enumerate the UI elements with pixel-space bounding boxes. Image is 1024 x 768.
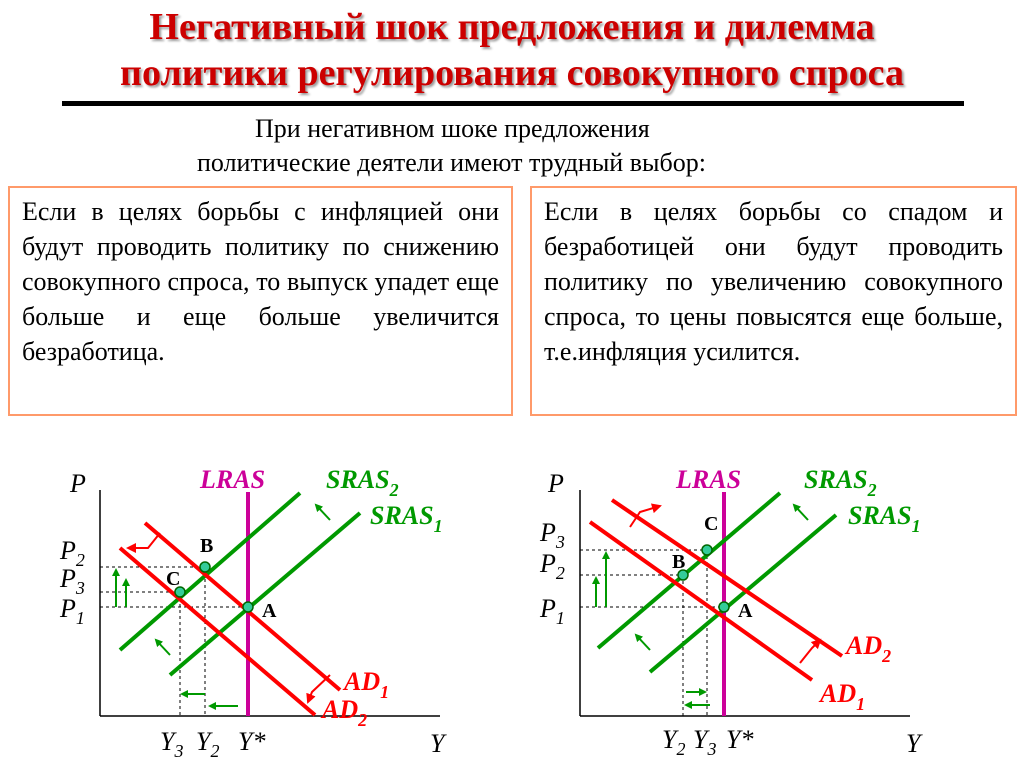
left-y-axis-label: P: [70, 469, 86, 498]
left-point-b: [200, 562, 210, 572]
right-x-axis-label: Y: [906, 729, 921, 758]
left-p2-label: $P_2$: [60, 536, 85, 570]
left-ad2-label: $AD_2$: [322, 695, 368, 730]
right-ad2-line: [612, 500, 842, 656]
right-graph: [539, 465, 923, 759]
left-ad1-label: $AD_1$: [344, 667, 390, 702]
right-sras1-line: [650, 515, 836, 672]
right-ystar-label: Y*: [726, 725, 754, 754]
title-line-2: политики регулирования совокупного спроса: [120, 52, 904, 94]
subtitle-line-2: политические деятели имеют трудный выбор:: [197, 148, 706, 177]
right-sras2-label: $SRAS_2$: [804, 465, 877, 500]
right-ad2-label: $AD_2$: [846, 631, 892, 666]
left-policy-box: Если в целях борьбы с инфляцией они будут проводить политику по снижению совокупного спроса, то выпуск упадет еще больше и еще больше увеличится безработица.: [8, 186, 513, 416]
left-sras-shift-arrow-bottom: [156, 640, 170, 655]
subtitle-line-1: При негативном шоке предложения: [255, 114, 650, 143]
left-sras-shift-arrow-top: [316, 505, 330, 520]
right-point-c: [702, 545, 712, 555]
left-point-b-label: B: [200, 535, 214, 557]
right-y2-label: $Y_2$: [662, 725, 686, 759]
right-point-a: [719, 602, 729, 612]
left-point-a: [243, 602, 253, 612]
right-lras-label: LRAS: [676, 465, 742, 494]
left-p1-label: $P_1$: [60, 594, 85, 628]
left-x-axis-label: Y: [430, 729, 445, 758]
right-p2-label: $P_2$: [540, 549, 565, 583]
right-ad-shift-arrow-bottom: [800, 640, 820, 663]
right-ad1-label: $AD_1$: [820, 679, 866, 714]
left-sras2-label: $SRAS_2$: [326, 465, 399, 500]
right-policy-box: Если в целях борьбы со спадом и безработицей они будут проводить политику по увеличению совокупного спроса, то цены повысятся еще больше, т.е.инфляция усилится.: [530, 186, 1017, 416]
left-y3-label: $Y_3$: [160, 727, 184, 761]
right-point-a-label: A: [738, 600, 753, 622]
left-ad-shift-arrow-top: [128, 533, 160, 548]
left-y2-label: $Y_2$: [196, 727, 220, 761]
left-sras1-line: [170, 513, 360, 675]
right-point-c-label: C: [704, 513, 719, 535]
right-p3-label: $P_3$: [540, 518, 565, 552]
left-sras1-label: $SRAS_1$: [370, 501, 443, 536]
right-p1-label: $P_1$: [540, 594, 565, 628]
right-sras1-label: $SRAS_1$: [848, 501, 921, 536]
right-y-axis-label: P: [548, 469, 564, 498]
right-sras2-line: [598, 493, 780, 648]
right-sras-shift-arrow-top: [794, 505, 808, 520]
left-p3-label: $P_3$: [60, 564, 85, 598]
left-point-a-label: A: [262, 600, 277, 622]
left-point-c-label: C: [166, 568, 181, 590]
title-line-1: Негативный шок предложения и дилемма: [149, 6, 875, 48]
left-lras-label: LRAS: [200, 465, 266, 494]
right-ad1-line: [590, 522, 812, 680]
left-ad2-line: [120, 548, 315, 715]
right-point-b-label: B: [672, 551, 686, 573]
left-ystar-label: Y*: [238, 727, 266, 756]
left-graph: [59, 465, 447, 761]
right-y3-label: $Y_3$: [693, 725, 717, 759]
right-sras-shift-arrow-bottom: [636, 635, 650, 650]
